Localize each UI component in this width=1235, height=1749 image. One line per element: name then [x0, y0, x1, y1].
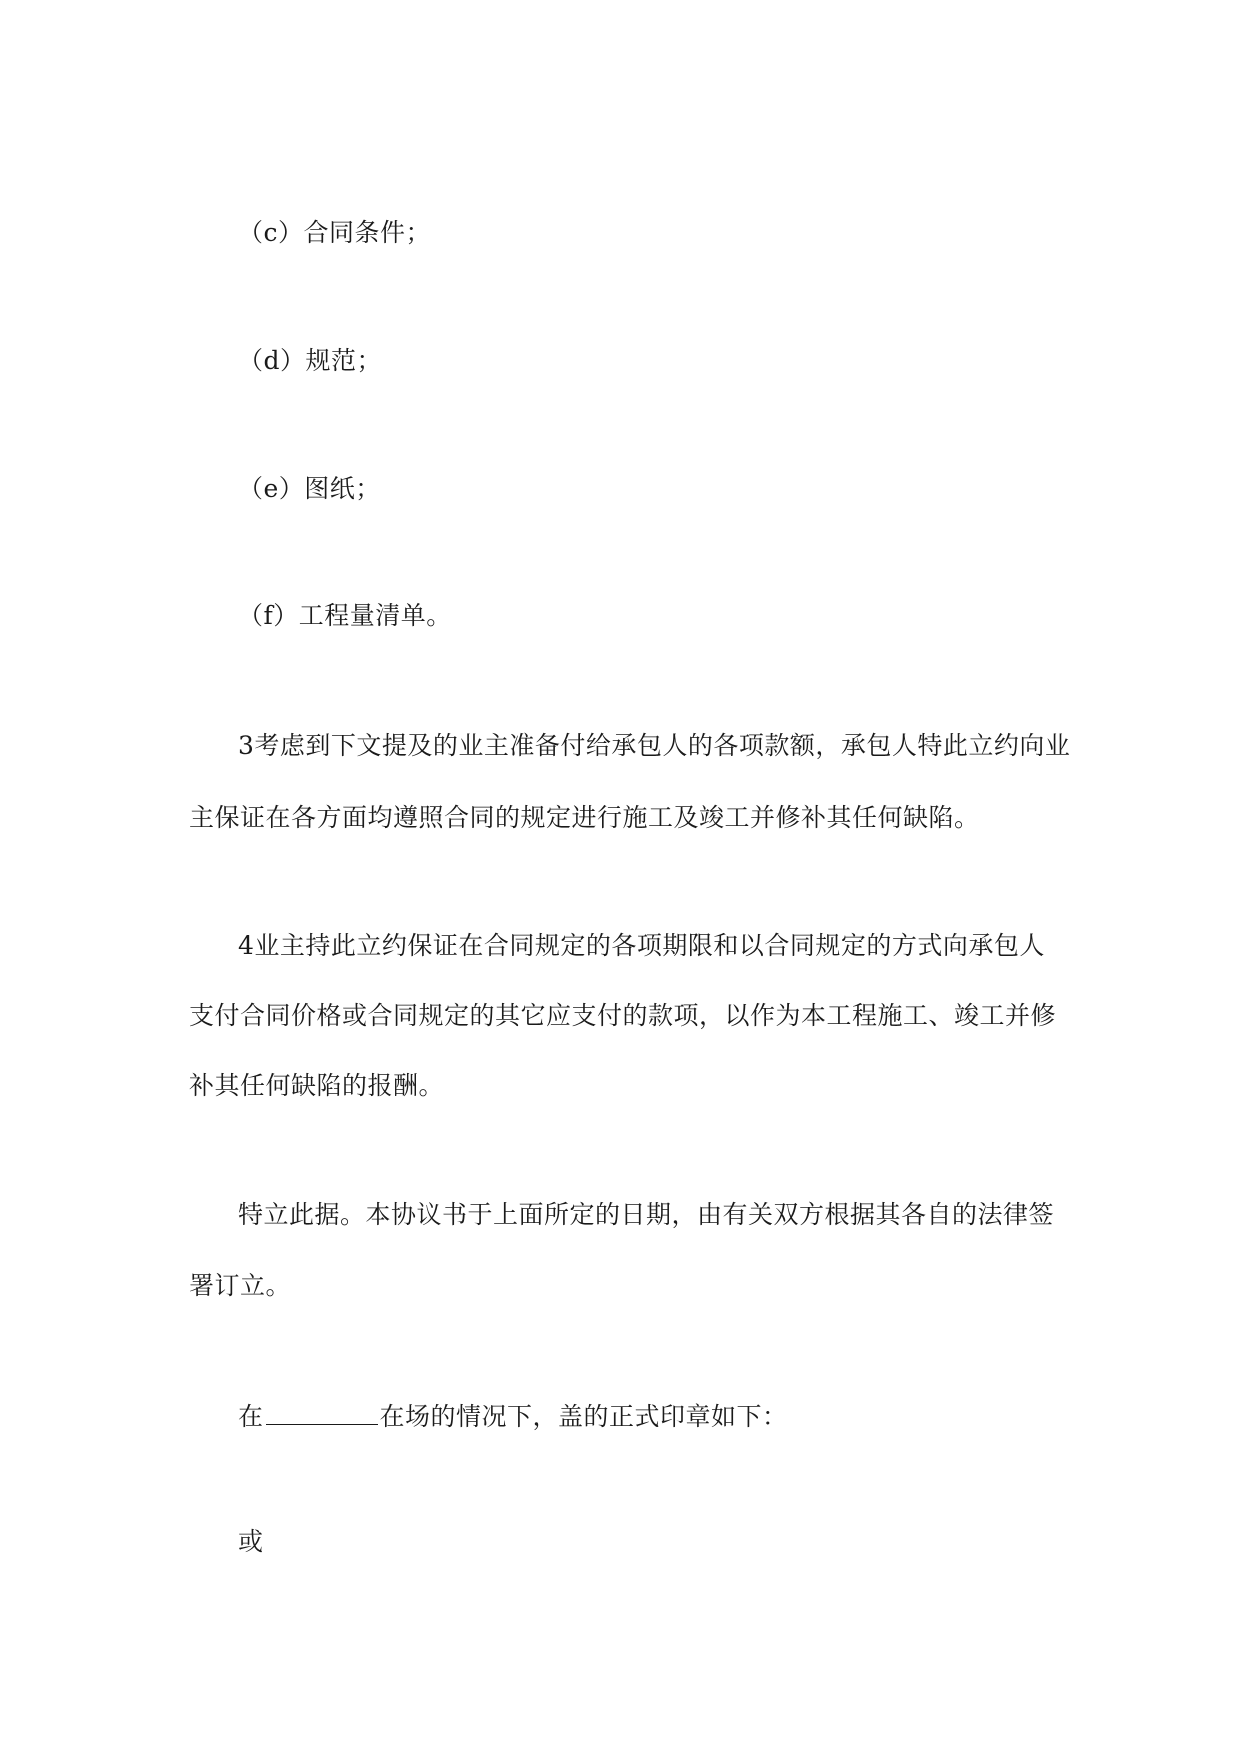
- seal-suffix: 在场的情况下，盖的正式印章如下：: [379, 1402, 788, 1431]
- paragraph-5-line-2: 署订立。: [189, 1271, 292, 1300]
- seal-line: [238, 1400, 788, 1432]
- list-item-d: （d）规范；: [238, 346, 383, 375]
- paragraph-4-line-3: 补其任何缺陷的报酬。: [189, 1071, 445, 1100]
- witness-blank-line: [266, 1400, 378, 1425]
- list-item-c: （c）合同条件；: [238, 218, 432, 247]
- or-text: 或: [238, 1527, 264, 1556]
- paragraph-5-line-1: 特立此据。本协议书于上面所定的日期，由有关双方根据其各自的法律签: [238, 1200, 1055, 1229]
- paragraph-3-line-2: 主保证在各方面均遵照合同的规定进行施工及竣工并修补其任何缺陷。: [189, 803, 980, 832]
- paragraph-4-line-1: 4业主持此立约保证在合同规定的各项期限和以合同规定的方式向承包人: [238, 931, 1045, 960]
- paragraph-3-line-1: 3考虑到下文提及的业主准备付给承包人的各项款额，承包人特此立约向业: [238, 731, 1071, 760]
- list-item-f: （f）工程量清单。: [238, 601, 452, 630]
- list-item-e: （e）图纸；: [238, 474, 381, 503]
- seal-prefix: 在: [238, 1402, 264, 1431]
- paragraph-4-line-2: 支付合同价格或合同规定的其它应支付的款项，以作为本工程施工、竣工并修: [189, 1001, 1057, 1030]
